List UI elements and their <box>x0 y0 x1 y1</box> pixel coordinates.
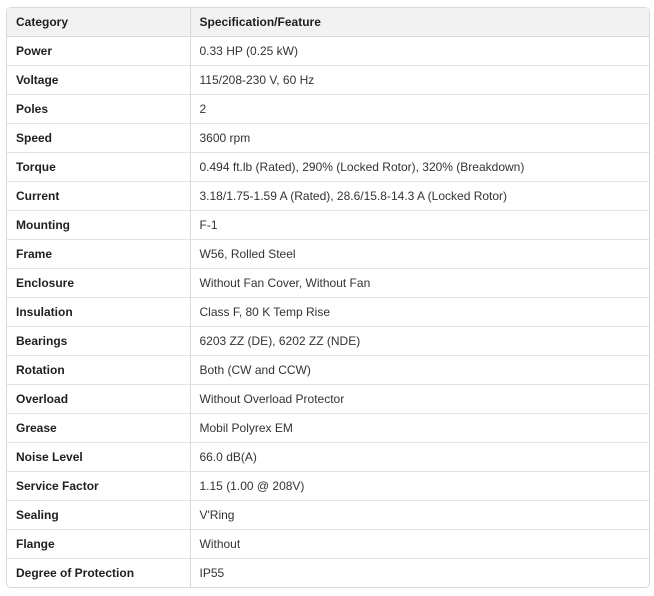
row-category: Overload <box>7 385 190 414</box>
row-value: Class F, 80 K Temp Rise <box>190 298 649 327</box>
row-value: Mobil Polyrex EM <box>190 414 649 443</box>
table-row <box>7 356 649 385</box>
row-value: 3600 rpm <box>190 124 649 153</box>
table-row <box>7 153 649 182</box>
row-category: Enclosure <box>7 269 190 298</box>
row-value: 0.33 HP (0.25 kW) <box>199 44 298 58</box>
row-category: Voltage <box>7 66 190 95</box>
row-value: IP55 <box>190 559 649 588</box>
row-category: Rotation <box>7 356 190 385</box>
table-row <box>7 327 649 356</box>
row-value: 66.0 dB(A) <box>190 443 649 472</box>
row-category: Sealing <box>7 501 190 530</box>
table-row <box>7 501 649 530</box>
row-value: V'Ring <box>190 501 649 530</box>
row-category: Current <box>7 182 190 211</box>
row-category: Torque <box>7 153 190 182</box>
table-row <box>7 385 649 414</box>
column-header-category: Category <box>7 8 190 37</box>
table-row <box>7 443 649 472</box>
row-value: Without Overload Protector <box>190 385 649 414</box>
table-row <box>7 298 649 327</box>
table-row <box>7 37 649 66</box>
row-value: 3.18/1.75-1.59 A (Rated), 28.6/15.8-14.3 A (Locked Rotor) <box>190 182 649 211</box>
table-row <box>7 211 649 240</box>
row-value: 6203 ZZ (DE), 6202 ZZ (NDE) <box>190 327 649 356</box>
row-category: Speed <box>7 124 190 153</box>
row-category: Poles <box>7 95 190 124</box>
row-category: Power <box>7 37 190 66</box>
row-value: Without <box>190 530 649 559</box>
row-category: Degree of Protection <box>7 559 190 588</box>
table-row <box>7 95 649 124</box>
row-value: 0.494 ft.lb (Rated), 290% (Locked Rotor), 320% (Breakdown) <box>190 153 649 182</box>
row-value: F-1 <box>190 211 649 240</box>
table-row <box>7 182 649 211</box>
row-category: Frame <box>7 240 190 269</box>
row-value: 1.15 (1.00 @ 208V) <box>190 472 649 501</box>
row-value: 115/208-230 V, 60 Hz <box>190 66 649 95</box>
row-category: Insulation <box>7 298 190 327</box>
table-row <box>7 414 649 443</box>
row-category: Noise Level <box>7 443 190 472</box>
row-value: 2 <box>190 95 649 124</box>
table-header <box>7 8 649 37</box>
row-category: Flange <box>7 530 190 559</box>
column-header-specification: Specification/Feature <box>190 8 649 37</box>
table-row <box>7 66 649 95</box>
row-category: Mounting <box>7 211 190 240</box>
table-row <box>7 472 649 501</box>
table-body <box>7 37 649 588</box>
table-row <box>7 559 649 588</box>
spec-table <box>7 8 649 587</box>
table-row <box>7 530 649 559</box>
table-row <box>7 124 649 153</box>
spec-table-container <box>6 7 650 588</box>
row-value: W56, Rolled Steel <box>190 240 649 269</box>
row-value: Without Fan Cover, Without Fan <box>190 269 649 298</box>
table-row <box>7 240 649 269</box>
row-value: Both (CW and CCW) <box>190 356 649 385</box>
row-category: Bearings <box>7 327 190 356</box>
row-category: Grease <box>7 414 190 443</box>
header-row <box>7 8 649 37</box>
row-category: Service Factor <box>7 472 190 501</box>
table-row <box>7 269 649 298</box>
